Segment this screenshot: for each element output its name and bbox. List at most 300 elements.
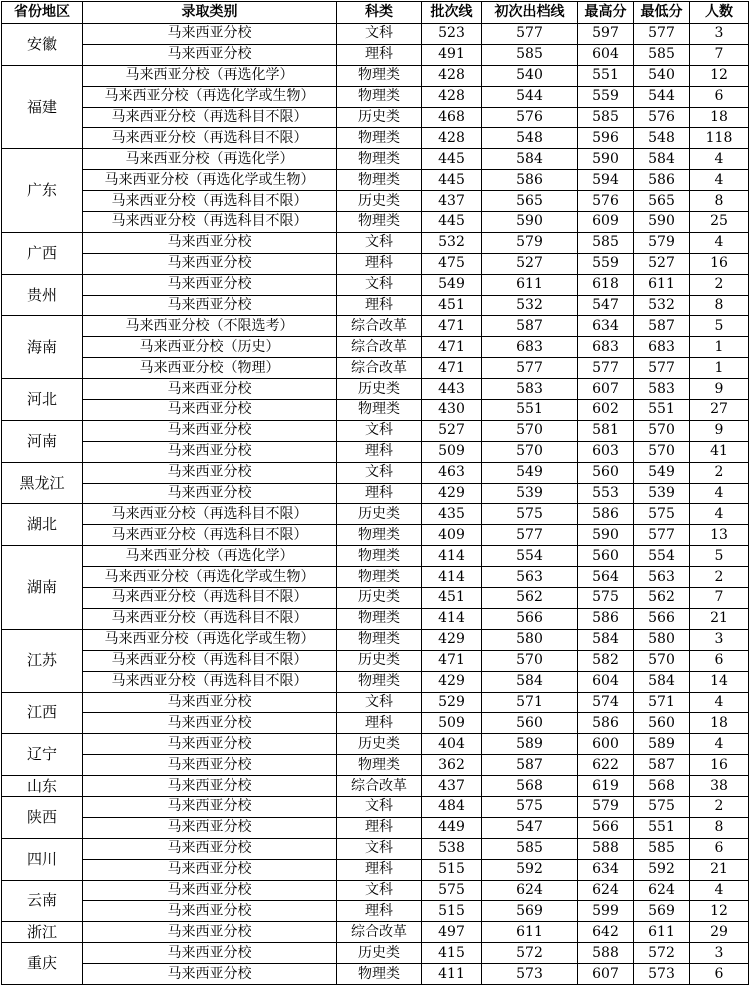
initial-line-cell: 592 bbox=[482, 859, 578, 880]
max-score-cell: 622 bbox=[578, 755, 634, 776]
subject-cell: 物理类 bbox=[337, 671, 422, 692]
category-cell: 马来西亚分校 bbox=[83, 880, 337, 901]
max-score-cell: 566 bbox=[578, 817, 634, 838]
category-cell: 马来西亚分校 bbox=[83, 483, 337, 504]
subject-cell: 物理类 bbox=[337, 525, 422, 546]
initial-line-cell: 571 bbox=[482, 692, 578, 713]
batch-line-cell: 532 bbox=[422, 232, 482, 253]
initial-line-cell: 540 bbox=[482, 65, 578, 86]
category-cell: 马来西亚分校 bbox=[83, 901, 337, 922]
subject-cell: 理科 bbox=[337, 44, 422, 65]
province-cell: 云南 bbox=[2, 880, 83, 922]
category-cell: 马来西亚分校 bbox=[83, 734, 337, 755]
count-cell: 12 bbox=[690, 65, 749, 86]
province-cell: 四川 bbox=[2, 838, 83, 880]
province-cell: 重庆 bbox=[2, 943, 83, 985]
subject-cell: 物理类 bbox=[337, 212, 422, 233]
table-row bbox=[2, 170, 749, 191]
initial-line-cell: 583 bbox=[482, 379, 578, 400]
max-score-cell: 560 bbox=[578, 462, 634, 483]
min-score-cell: 544 bbox=[634, 86, 690, 107]
max-score-cell: 579 bbox=[578, 796, 634, 817]
batch-line-cell: 475 bbox=[422, 253, 482, 274]
max-score-cell: 604 bbox=[578, 671, 634, 692]
count-cell: 6 bbox=[690, 650, 749, 671]
table-row bbox=[2, 274, 749, 295]
min-score-cell: 584 bbox=[634, 671, 690, 692]
batch-line-cell: 527 bbox=[422, 420, 482, 441]
table-row bbox=[2, 420, 749, 441]
table-row bbox=[2, 838, 749, 859]
count-cell: 6 bbox=[690, 86, 749, 107]
table-row bbox=[2, 24, 749, 45]
category-cell: 马来西亚分校 bbox=[83, 817, 337, 838]
batch-line-cell: 362 bbox=[422, 755, 482, 776]
count-cell: 16 bbox=[690, 755, 749, 776]
min-score-cell: 554 bbox=[634, 546, 690, 567]
table-row bbox=[2, 504, 749, 525]
batch-line-cell: 471 bbox=[422, 337, 482, 358]
batch-line-cell: 437 bbox=[422, 776, 482, 797]
category-cell: 马来西亚分校 bbox=[83, 796, 337, 817]
initial-line-cell: 579 bbox=[482, 232, 578, 253]
header-min-score: 最低分 bbox=[634, 2, 690, 24]
category-cell: 马来西亚分校（再选科目不限） bbox=[83, 525, 337, 546]
count-cell: 27 bbox=[690, 400, 749, 421]
min-score-cell: 592 bbox=[634, 859, 690, 880]
count-cell: 13 bbox=[690, 525, 749, 546]
batch-line-cell: 409 bbox=[422, 525, 482, 546]
min-score-cell: 584 bbox=[634, 149, 690, 170]
table-row bbox=[2, 232, 749, 253]
count-cell: 18 bbox=[690, 713, 749, 734]
min-score-cell: 551 bbox=[634, 817, 690, 838]
initial-line-cell: 611 bbox=[482, 922, 578, 943]
subject-cell: 历史类 bbox=[337, 943, 422, 964]
category-cell: 马来西亚分校（历史） bbox=[83, 337, 337, 358]
category-cell: 马来西亚分校 bbox=[83, 379, 337, 400]
subject-cell: 理科 bbox=[337, 483, 422, 504]
count-cell: 2 bbox=[690, 796, 749, 817]
province-cell: 福建 bbox=[2, 65, 83, 149]
count-cell: 2 bbox=[690, 462, 749, 483]
batch-line-cell: 491 bbox=[422, 44, 482, 65]
table-row bbox=[2, 212, 749, 233]
category-cell: 马来西亚分校 bbox=[83, 713, 337, 734]
initial-line-cell: 584 bbox=[482, 149, 578, 170]
min-score-cell: 563 bbox=[634, 567, 690, 588]
initial-line-cell: 527 bbox=[482, 253, 578, 274]
initial-line-cell: 586 bbox=[482, 170, 578, 191]
max-score-cell: 596 bbox=[578, 128, 634, 149]
initial-line-cell: 554 bbox=[482, 546, 578, 567]
count-cell: 2 bbox=[690, 567, 749, 588]
category-cell: 马来西亚分校（再选科目不限） bbox=[83, 212, 337, 233]
count-cell: 8 bbox=[690, 191, 749, 212]
table-row bbox=[2, 671, 749, 692]
category-cell: 马来西亚分校（再选科目不限） bbox=[83, 608, 337, 629]
max-score-cell: 586 bbox=[578, 504, 634, 525]
category-cell: 马来西亚分校 bbox=[83, 964, 337, 985]
subject-cell: 物理类 bbox=[337, 65, 422, 86]
initial-line-cell: 549 bbox=[482, 462, 578, 483]
category-cell: 马来西亚分校 bbox=[83, 462, 337, 483]
category-cell: 马来西亚分校（再选科目不限） bbox=[83, 588, 337, 609]
min-score-cell: 570 bbox=[634, 441, 690, 462]
max-score-cell: 634 bbox=[578, 316, 634, 337]
count-cell: 16 bbox=[690, 253, 749, 274]
table-row bbox=[2, 107, 749, 128]
category-cell: 马来西亚分校（再选科目不限） bbox=[83, 650, 337, 671]
batch-line-cell: 575 bbox=[422, 880, 482, 901]
table-row bbox=[2, 358, 749, 379]
min-score-cell: 579 bbox=[634, 232, 690, 253]
table-row bbox=[2, 650, 749, 671]
min-score-cell: 540 bbox=[634, 65, 690, 86]
min-score-cell: 566 bbox=[634, 608, 690, 629]
subject-cell: 文科 bbox=[337, 24, 422, 45]
category-cell: 马来西亚分校（再选化学或生物） bbox=[83, 170, 337, 191]
table-row bbox=[2, 713, 749, 734]
initial-line-cell: 577 bbox=[482, 358, 578, 379]
table-row bbox=[2, 253, 749, 274]
initial-line-cell: 585 bbox=[482, 44, 578, 65]
table-row bbox=[2, 400, 749, 421]
table-row bbox=[2, 796, 749, 817]
category-cell: 马来西亚分校（再选科目不限） bbox=[83, 504, 337, 525]
min-score-cell: 570 bbox=[634, 650, 690, 671]
table-row bbox=[2, 734, 749, 755]
batch-line-cell: 515 bbox=[422, 901, 482, 922]
batch-line-cell: 429 bbox=[422, 671, 482, 692]
count-cell: 1 bbox=[690, 337, 749, 358]
min-score-cell: 585 bbox=[634, 838, 690, 859]
table-row bbox=[2, 629, 749, 650]
count-cell: 4 bbox=[690, 504, 749, 525]
table-row bbox=[2, 964, 749, 985]
subject-cell: 理科 bbox=[337, 253, 422, 274]
initial-line-cell: 587 bbox=[482, 755, 578, 776]
min-score-cell: 577 bbox=[634, 24, 690, 45]
table-row bbox=[2, 608, 749, 629]
count-cell: 21 bbox=[690, 859, 749, 880]
batch-line-cell: 429 bbox=[422, 629, 482, 650]
initial-line-cell: 575 bbox=[482, 504, 578, 525]
subject-cell: 文科 bbox=[337, 462, 422, 483]
subject-cell: 综合改革 bbox=[337, 316, 422, 337]
min-score-cell: 572 bbox=[634, 943, 690, 964]
category-cell: 马来西亚分校 bbox=[83, 859, 337, 880]
initial-line-cell: 611 bbox=[482, 274, 578, 295]
table-body bbox=[2, 24, 749, 985]
count-cell: 118 bbox=[690, 128, 749, 149]
max-score-cell: 547 bbox=[578, 295, 634, 316]
province-cell: 辽宁 bbox=[2, 734, 83, 776]
subject-cell: 文科 bbox=[337, 692, 422, 713]
max-score-cell: 576 bbox=[578, 191, 634, 212]
category-cell: 马来西亚分校（物理） bbox=[83, 358, 337, 379]
category-cell: 马来西亚分校 bbox=[83, 776, 337, 797]
table-row bbox=[2, 44, 749, 65]
province-cell: 河南 bbox=[2, 420, 83, 462]
batch-line-cell: 445 bbox=[422, 212, 482, 233]
subject-cell: 理科 bbox=[337, 859, 422, 880]
max-score-cell: 683 bbox=[578, 337, 634, 358]
max-score-cell: 585 bbox=[578, 107, 634, 128]
batch-line-cell: 428 bbox=[422, 65, 482, 86]
table-row bbox=[2, 588, 749, 609]
max-score-cell: 577 bbox=[578, 358, 634, 379]
header-row bbox=[2, 2, 749, 24]
category-cell: 马来西亚分校 bbox=[83, 253, 337, 274]
batch-line-cell: 415 bbox=[422, 943, 482, 964]
count-cell: 8 bbox=[690, 295, 749, 316]
subject-cell: 历史类 bbox=[337, 379, 422, 400]
category-cell: 马来西亚分校（再选化学） bbox=[83, 149, 337, 170]
min-score-cell: 589 bbox=[634, 734, 690, 755]
max-score-cell: 590 bbox=[578, 149, 634, 170]
table-row bbox=[2, 567, 749, 588]
category-cell: 马来西亚分校（再选化学） bbox=[83, 65, 337, 86]
min-score-cell: 611 bbox=[634, 274, 690, 295]
max-score-cell: 582 bbox=[578, 650, 634, 671]
province-cell: 山东 bbox=[2, 776, 83, 797]
max-score-cell: 575 bbox=[578, 588, 634, 609]
subject-cell: 文科 bbox=[337, 232, 422, 253]
count-cell: 6 bbox=[690, 838, 749, 859]
batch-line-cell: 471 bbox=[422, 650, 482, 671]
table-row bbox=[2, 65, 749, 86]
initial-line-cell: 589 bbox=[482, 734, 578, 755]
batch-line-cell: 497 bbox=[422, 922, 482, 943]
province-cell: 江苏 bbox=[2, 629, 83, 692]
max-score-cell: 564 bbox=[578, 567, 634, 588]
category-cell: 马来西亚分校（再选化学或生物） bbox=[83, 86, 337, 107]
category-cell: 马来西亚分校 bbox=[83, 420, 337, 441]
initial-line-cell: 572 bbox=[482, 943, 578, 964]
province-cell: 江西 bbox=[2, 692, 83, 734]
initial-line-cell: 576 bbox=[482, 107, 578, 128]
category-cell: 马来西亚分校（再选科目不限） bbox=[83, 671, 337, 692]
min-score-cell: 539 bbox=[634, 483, 690, 504]
min-score-cell: 577 bbox=[634, 525, 690, 546]
subject-cell: 历史类 bbox=[337, 107, 422, 128]
table-row bbox=[2, 191, 749, 212]
subject-cell: 历史类 bbox=[337, 504, 422, 525]
max-score-cell: 609 bbox=[578, 212, 634, 233]
min-score-cell: 551 bbox=[634, 400, 690, 421]
table-row bbox=[2, 316, 749, 337]
category-cell: 马来西亚分校 bbox=[83, 274, 337, 295]
min-score-cell: 565 bbox=[634, 191, 690, 212]
table-row bbox=[2, 859, 749, 880]
category-cell: 马来西亚分校 bbox=[83, 441, 337, 462]
batch-line-cell: 451 bbox=[422, 295, 482, 316]
count-cell: 41 bbox=[690, 441, 749, 462]
min-score-cell: 570 bbox=[634, 420, 690, 441]
province-cell: 河北 bbox=[2, 379, 83, 421]
table-row bbox=[2, 379, 749, 400]
count-cell: 4 bbox=[690, 149, 749, 170]
initial-line-cell: 624 bbox=[482, 880, 578, 901]
category-cell: 马来西亚分校（再选科目不限） bbox=[83, 128, 337, 149]
province-cell: 广西 bbox=[2, 232, 83, 274]
min-score-cell: 548 bbox=[634, 128, 690, 149]
max-score-cell: 597 bbox=[578, 24, 634, 45]
initial-line-cell: 539 bbox=[482, 483, 578, 504]
category-cell: 马来西亚分校 bbox=[83, 755, 337, 776]
province-cell: 安徽 bbox=[2, 24, 83, 66]
batch-line-cell: 471 bbox=[422, 358, 482, 379]
subject-cell: 历史类 bbox=[337, 734, 422, 755]
max-score-cell: 602 bbox=[578, 400, 634, 421]
count-cell: 7 bbox=[690, 44, 749, 65]
max-score-cell: 600 bbox=[578, 734, 634, 755]
batch-line-cell: 443 bbox=[422, 379, 482, 400]
province-cell: 湖南 bbox=[2, 546, 83, 630]
initial-line-cell: 548 bbox=[482, 128, 578, 149]
max-score-cell: 599 bbox=[578, 901, 634, 922]
min-score-cell: 577 bbox=[634, 358, 690, 379]
table-row bbox=[2, 86, 749, 107]
batch-line-cell: 451 bbox=[422, 588, 482, 609]
batch-line-cell: 414 bbox=[422, 567, 482, 588]
category-cell: 马来西亚分校 bbox=[83, 24, 337, 45]
batch-line-cell: 509 bbox=[422, 441, 482, 462]
max-score-cell: 586 bbox=[578, 608, 634, 629]
count-cell: 5 bbox=[690, 546, 749, 567]
subject-cell: 理科 bbox=[337, 817, 422, 838]
table-row bbox=[2, 755, 749, 776]
batch-line-cell: 414 bbox=[422, 608, 482, 629]
category-cell: 马来西亚分校（再选化学或生物） bbox=[83, 567, 337, 588]
subject-cell: 理科 bbox=[337, 441, 422, 462]
max-score-cell: 553 bbox=[578, 483, 634, 504]
subject-cell: 物理类 bbox=[337, 400, 422, 421]
min-score-cell: 586 bbox=[634, 170, 690, 191]
category-cell: 马来西亚分校 bbox=[83, 44, 337, 65]
subject-cell: 综合改革 bbox=[337, 337, 422, 358]
count-cell: 9 bbox=[690, 379, 749, 400]
category-cell: 马来西亚分校（再选科目不限） bbox=[83, 191, 337, 212]
initial-line-cell: 568 bbox=[482, 776, 578, 797]
category-cell: 马来西亚分校 bbox=[83, 232, 337, 253]
category-cell: 马来西亚分校 bbox=[83, 692, 337, 713]
count-cell: 8 bbox=[690, 817, 749, 838]
batch-line-cell: 428 bbox=[422, 128, 482, 149]
count-cell: 4 bbox=[690, 880, 749, 901]
max-score-cell: 603 bbox=[578, 441, 634, 462]
province-cell: 黑龙江 bbox=[2, 462, 83, 504]
header-initial-line: 初次出档线 bbox=[482, 2, 578, 24]
category-cell: 马来西亚分校 bbox=[83, 400, 337, 421]
initial-line-cell: 563 bbox=[482, 567, 578, 588]
header-category: 录取类别 bbox=[83, 2, 337, 24]
max-score-cell: 581 bbox=[578, 420, 634, 441]
max-score-cell: 624 bbox=[578, 880, 634, 901]
min-score-cell: 573 bbox=[634, 964, 690, 985]
batch-line-cell: 538 bbox=[422, 838, 482, 859]
category-cell: 马来西亚分校 bbox=[83, 838, 337, 859]
max-score-cell: 551 bbox=[578, 65, 634, 86]
table-row bbox=[2, 901, 749, 922]
batch-line-cell: 404 bbox=[422, 734, 482, 755]
max-score-cell: 604 bbox=[578, 44, 634, 65]
batch-line-cell: 484 bbox=[422, 796, 482, 817]
subject-cell: 文科 bbox=[337, 274, 422, 295]
initial-line-cell: 562 bbox=[482, 588, 578, 609]
batch-line-cell: 411 bbox=[422, 964, 482, 985]
subject-cell: 物理类 bbox=[337, 629, 422, 650]
subject-cell: 文科 bbox=[337, 796, 422, 817]
category-cell: 马来西亚分校（不限选考） bbox=[83, 316, 337, 337]
table-row bbox=[2, 880, 749, 901]
count-cell: 3 bbox=[690, 943, 749, 964]
count-cell: 4 bbox=[690, 483, 749, 504]
count-cell: 4 bbox=[690, 692, 749, 713]
province-cell: 广东 bbox=[2, 149, 83, 233]
min-score-cell: 624 bbox=[634, 880, 690, 901]
batch-line-cell: 428 bbox=[422, 86, 482, 107]
category-cell: 马来西亚分校 bbox=[83, 922, 337, 943]
batch-line-cell: 430 bbox=[422, 400, 482, 421]
category-cell: 马来西亚分校 bbox=[83, 943, 337, 964]
max-score-cell: 590 bbox=[578, 525, 634, 546]
subject-cell: 物理类 bbox=[337, 755, 422, 776]
count-cell: 9 bbox=[690, 420, 749, 441]
min-score-cell: 576 bbox=[634, 107, 690, 128]
min-score-cell: 580 bbox=[634, 629, 690, 650]
min-score-cell: 575 bbox=[634, 504, 690, 525]
batch-line-cell: 515 bbox=[422, 859, 482, 880]
category-cell: 马来西亚分校 bbox=[83, 295, 337, 316]
min-score-cell: 585 bbox=[634, 44, 690, 65]
min-score-cell: 568 bbox=[634, 776, 690, 797]
province-cell: 陕西 bbox=[2, 796, 83, 838]
initial-line-cell: 551 bbox=[482, 400, 578, 421]
subject-cell: 理科 bbox=[337, 901, 422, 922]
max-score-cell: 619 bbox=[578, 776, 634, 797]
count-cell: 2 bbox=[690, 274, 749, 295]
count-cell: 12 bbox=[690, 901, 749, 922]
subject-cell: 文科 bbox=[337, 838, 422, 859]
subject-cell: 物理类 bbox=[337, 86, 422, 107]
max-score-cell: 594 bbox=[578, 170, 634, 191]
batch-line-cell: 449 bbox=[422, 817, 482, 838]
initial-line-cell: 544 bbox=[482, 86, 578, 107]
initial-line-cell: 577 bbox=[482, 24, 578, 45]
batch-line-cell: 523 bbox=[422, 24, 482, 45]
initial-line-cell: 565 bbox=[482, 191, 578, 212]
table-row bbox=[2, 483, 749, 504]
initial-line-cell: 683 bbox=[482, 337, 578, 358]
initial-line-cell: 566 bbox=[482, 608, 578, 629]
subject-cell: 历史类 bbox=[337, 650, 422, 671]
header-subject: 科类 bbox=[337, 2, 422, 24]
initial-line-cell: 584 bbox=[482, 671, 578, 692]
province-cell: 贵州 bbox=[2, 274, 83, 316]
count-cell: 29 bbox=[690, 922, 749, 943]
subject-cell: 物理类 bbox=[337, 964, 422, 985]
min-score-cell: 549 bbox=[634, 462, 690, 483]
batch-line-cell: 445 bbox=[422, 149, 482, 170]
initial-line-cell: 587 bbox=[482, 316, 578, 337]
header-batch-line: 批次线 bbox=[422, 2, 482, 24]
batch-line-cell: 429 bbox=[422, 483, 482, 504]
initial-line-cell: 573 bbox=[482, 964, 578, 985]
batch-line-cell: 529 bbox=[422, 692, 482, 713]
initial-line-cell: 590 bbox=[482, 212, 578, 233]
